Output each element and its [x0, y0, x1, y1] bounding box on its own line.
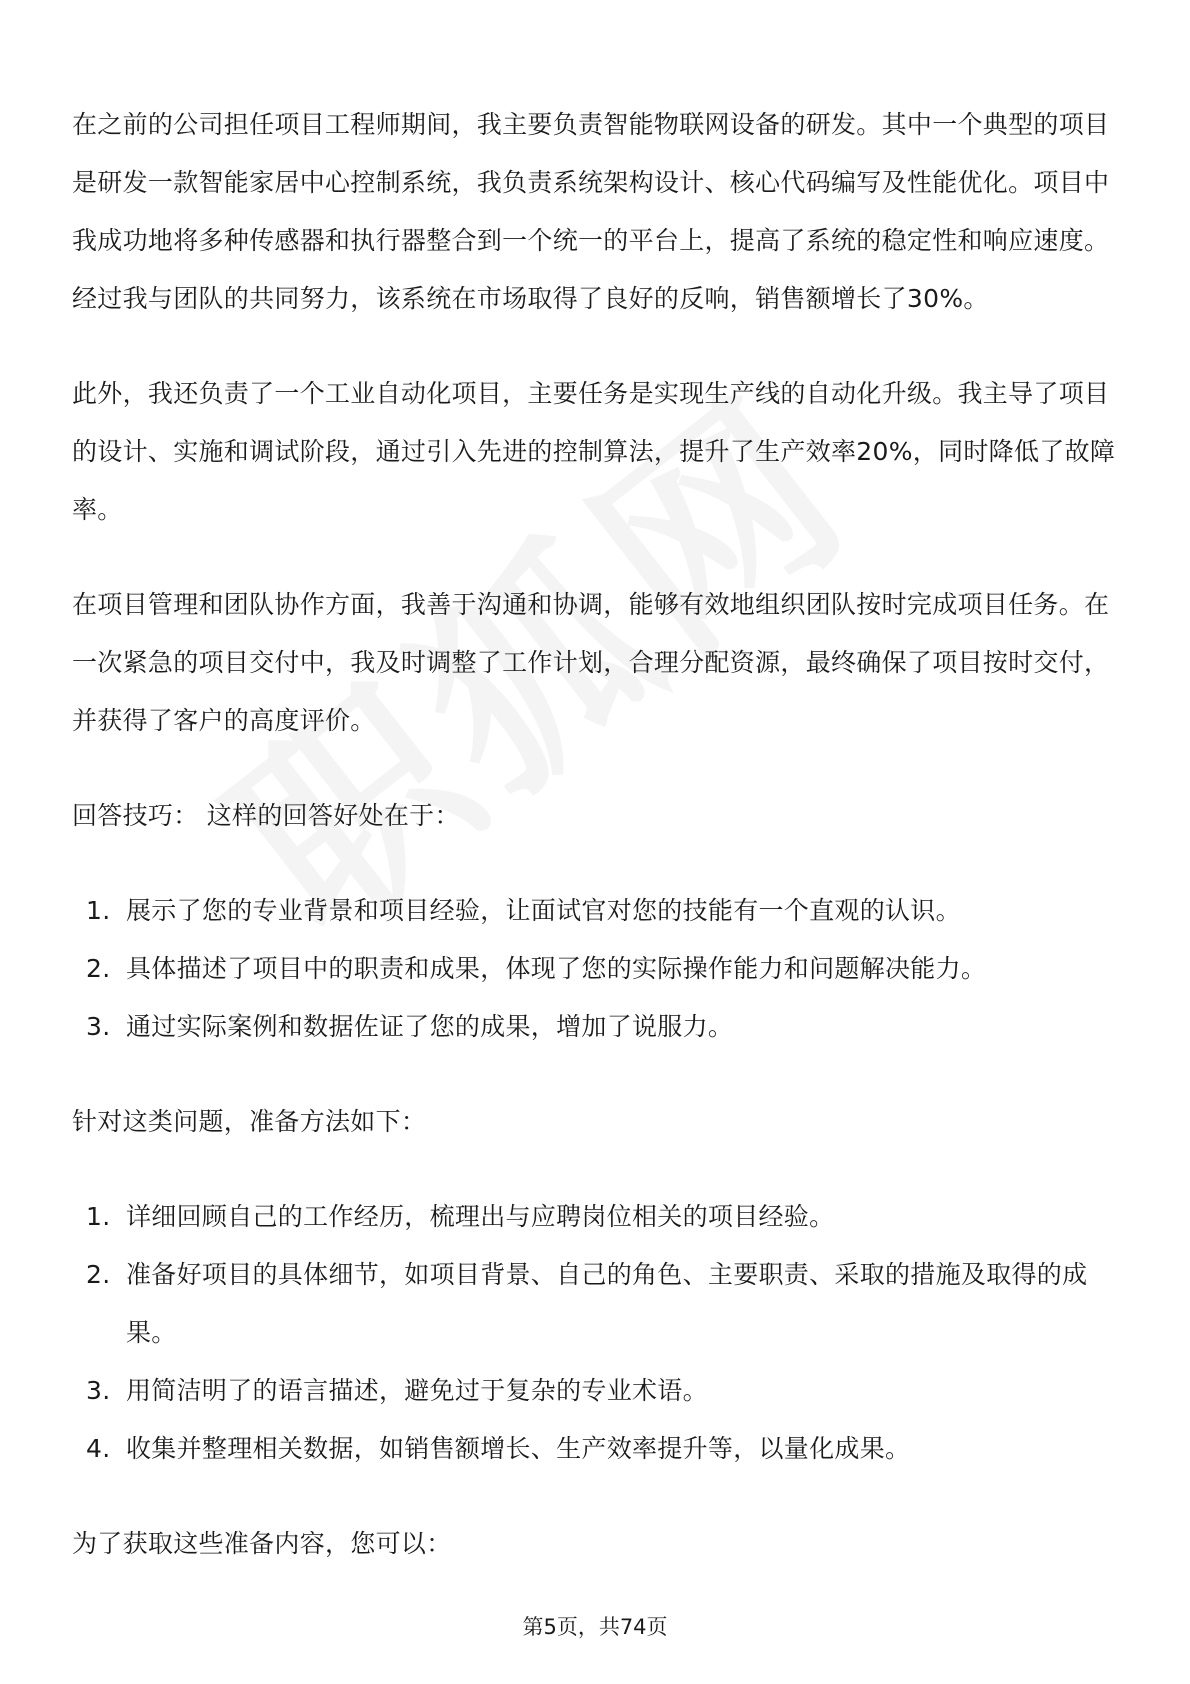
list-text: 详细回顾自己的工作经历，梳理出与应聘岗位相关的项目经验。	[126, 1202, 835, 1231]
paragraph-preparation: 针对这类问题，准备方法如下：	[72, 1107, 427, 1136]
list-item	[72, 882, 1117, 940]
list-text: 准备好项目的具体细节，如项目背景、自己的角色、主要职责、采取的措施及取得的成果。	[126, 1260, 1088, 1347]
list-item	[72, 998, 1117, 1056]
paragraph-automation: 此外，我还负责了一个工业自动化项目，主要任务是实现生产线的自动化升级。我主导了项目的设计、实施和调试阶段，通过引入先进的控制算法，提升了生产效率20%，同时降低了故障率。	[72, 379, 1116, 524]
list-number: 2.	[86, 1260, 111, 1289]
list-number: 3.	[86, 1376, 111, 1405]
list-item	[72, 1362, 1117, 1420]
page-number-footer: 第5页，共74页	[522, 1615, 668, 1639]
list-item	[72, 940, 1117, 998]
paragraph-experience: 在之前的公司担任项目工程师期间，我主要负责智能物联网设备的研发。其中一个典型的项目是研发一款智能家居中心控制系统，我负责系统架构设计、核心代码编写及性能优化。项目中我成功地将多种传感器和执行器整合到一个统一的平台上，提高了系统的稳定性和响应速度。经过我与团队的共同努力，该系统在市场取得了良好的反响，销售额增长了30%。	[72, 110, 1110, 313]
list-text: 展示了您的专业背景和项目经验，让面试官对您的技能有一个直观的认识。	[126, 896, 961, 925]
list-number: 2.	[86, 954, 111, 983]
list-text: 用简洁明了的语言描述，避免过于复杂的专业术语。	[126, 1376, 708, 1405]
list-number: 4.	[86, 1434, 111, 1463]
list-number: 1.	[86, 1202, 111, 1231]
paragraph-teamwork: 在项目管理和团队协作方面，我善于沟通和协调，能够有效地组织团队按时完成项目任务。在一次紧急的项目交付中，我及时调整了工作计划，合理分配资源，最终确保了项目按时交付，并获得了客户的高度评价。	[72, 590, 1110, 735]
list-text: 具体描述了项目中的职责和成果，体现了您的实际操作能力和问题解决能力。	[126, 954, 987, 983]
list-number: 3.	[86, 1012, 111, 1041]
list-item	[72, 1188, 1117, 1246]
list-text: 收集并整理相关数据，如销售额增长、生产效率提升等，以量化成果。	[126, 1434, 911, 1463]
list-item	[72, 1420, 1117, 1478]
page-content	[72, 96, 1117, 1610]
benefits-list	[72, 882, 1117, 1056]
list-number: 1.	[86, 896, 111, 925]
paragraph-obtain: 为了获取这些准备内容，您可以：	[72, 1529, 452, 1558]
preparation-list	[72, 1188, 1117, 1478]
list-text: 通过实际案例和数据佐证了您的成果，增加了说服力。	[126, 1012, 734, 1041]
paragraph-answer-tips: 回答技巧： 这样的回答好处在于：	[72, 801, 460, 830]
list-item	[72, 1246, 1117, 1362]
